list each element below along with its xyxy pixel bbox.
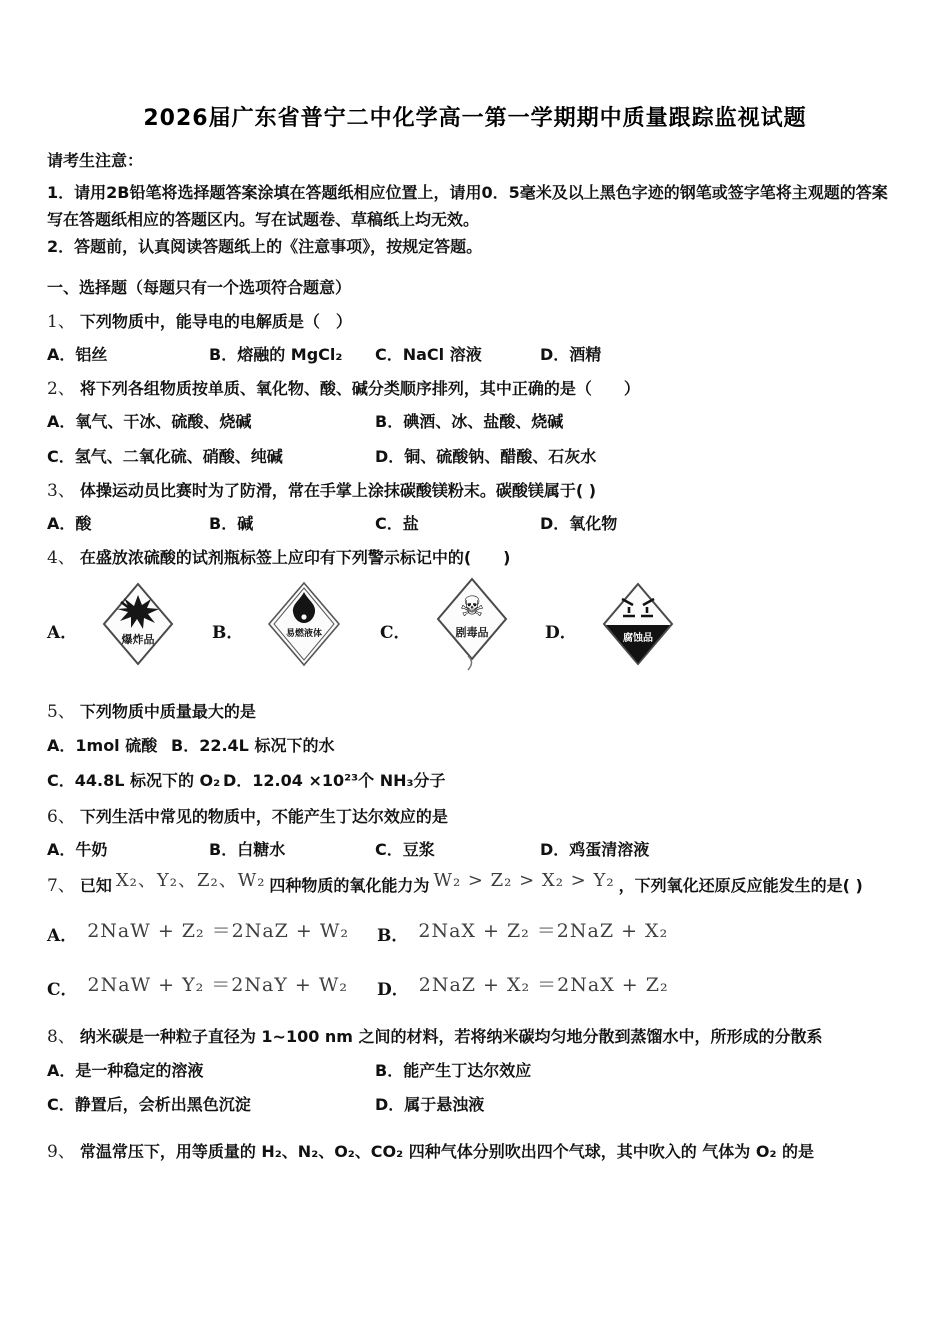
question-2-stem: [47, 378, 903, 400]
option-d-equation: 2NaZ + X₂ ＝2NaX + Z₂: [418, 974, 669, 996]
option-a: A．酸: [47, 514, 92, 533]
question-2-options-row-2: [47, 446, 903, 468]
option-c: C．44.8L 标况下的 O₂: [47, 771, 221, 790]
option-b: B．碱: [209, 514, 254, 533]
question-9-number: 9、: [47, 1142, 75, 1162]
option-d: D．12.04 ×10²³个 NH₃分子: [223, 771, 446, 790]
option-b: B．22.4L 标况下的水: [171, 736, 335, 755]
option-d: D．氧化物: [540, 514, 618, 533]
question-7-stem: [47, 870, 903, 897]
question-9-stem: [47, 1140, 903, 1164]
option-c: C．豆浆: [375, 840, 435, 859]
equation-option-d: [377, 974, 903, 1000]
flammable-liquid-sign: [267, 581, 341, 667]
explosive-sign: [101, 581, 175, 667]
sign-text-flammable: 易燃液体: [286, 629, 323, 639]
toxic-sign: [435, 576, 509, 672]
sign-text-toxic: 剧毒品: [455, 626, 489, 639]
question-1-stem: [47, 311, 903, 333]
question-7-options-row-1: [47, 920, 903, 946]
question-7-text-2: 四种物质的氧化能力为: [269, 876, 430, 895]
question-4-warning-signs: [47, 576, 903, 672]
option-a: A．铝丝: [47, 345, 108, 364]
option-a: A．氧气、干冰、硫酸、烧碱: [47, 412, 252, 431]
sign-text-corrosive: 腐蚀品: [622, 633, 653, 644]
question-1-text: 下列物质中，能导电的电解质是（ ）: [79, 312, 352, 331]
option-b-equation: 2NaX + Z₂ ＝2NaZ + X₂: [418, 920, 669, 942]
notice-item-1: 1．请用2B铅笔将选择题答案涂填在答题纸相应位置上，请用0．5毫米及以上黑色字迹的钢笔或签字笔将主观题的答案写在答题纸相应的答题区内。写在试题卷、草稿纸上均无效。: [47, 183, 888, 229]
question-3-stem: [47, 480, 903, 502]
question-8-options-row-2: [47, 1094, 903, 1116]
equation-option-b: [377, 920, 903, 946]
question-4-number: 4、: [47, 548, 75, 568]
sign-option-d: [545, 581, 903, 667]
option-c: C．盐: [375, 514, 419, 533]
option-a: A．1mol 硫酸: [47, 736, 158, 755]
question-8-stem: [47, 1026, 903, 1048]
question-6-number: 6、: [47, 807, 75, 827]
equation-option-a: [47, 920, 377, 946]
option-d: D．属于悬浊液: [375, 1095, 485, 1114]
question-5-stem: [47, 701, 903, 723]
option-a-equation: 2NaW + Z₂ ＝2NaZ + W₂: [87, 920, 350, 942]
question-1-number: 1、: [47, 312, 75, 332]
question-7-math-2: W₂ > Z₂ > X₂ > Y₂: [433, 870, 615, 891]
question-3-options: [47, 513, 903, 535]
question-5-number: 5、: [47, 702, 75, 722]
option-c-label: C．: [47, 980, 78, 1000]
option-b: B．熔融的 MgCl₂: [209, 345, 343, 364]
question-6-text: 下列生活中常见的物质中，不能产生丁达尔效应的是: [79, 807, 448, 826]
sign-text-explosive: 爆炸品: [121, 633, 155, 646]
option-b: B．白糖水: [209, 840, 286, 859]
option-d-label: D．: [377, 980, 409, 1000]
section-heading-choice: 一、选择题（每题只有一个选项符合题意）: [47, 278, 352, 297]
notice-heading: 请考生注意：: [47, 151, 144, 170]
question-4-stem: [47, 547, 903, 569]
question-7-number: 7、: [47, 876, 75, 896]
notice-item-2: 2．答题前，认真阅读答题纸上的《注意事项》，按规定答题。: [47, 237, 483, 256]
option-b: B．能产生丁达尔效应: [375, 1061, 532, 1080]
question-9-text: 常温常压下，用等质量的 H₂、N₂、O₂、CO₂ 四种气体分别吹出四个气球，其中吹入的 气体为 O₂ 的是: [79, 1142, 815, 1161]
question-8-options-row-1: [47, 1060, 903, 1082]
option-b-label: B．: [377, 926, 409, 946]
question-3-number: 3、: [47, 481, 75, 501]
corrosive-sign: [601, 581, 675, 667]
question-2-text: 将下列各组物质按单质、氧化物、酸、碱分类顺序排列，其中正确的是（ ）: [79, 379, 640, 398]
option-a-label: A．: [47, 622, 78, 643]
option-c: C．静置后，会析出黑色沉淀: [47, 1095, 251, 1114]
option-d: D．鸡蛋清溶液: [540, 840, 650, 859]
option-a: A．是一种稳定的溶液: [47, 1061, 204, 1080]
question-7-options-row-2: [47, 974, 903, 1000]
option-a-label: A．: [47, 926, 78, 946]
option-d: D．铜、硫酸钠、醋酸、石灰水: [375, 447, 597, 466]
option-a: A．牛奶: [47, 840, 108, 859]
skull-crossbones-icon: ☠: [458, 590, 485, 623]
option-d-label: D．: [545, 622, 577, 643]
question-7-math-1: X₂、Y₂、Z₂、W₂: [115, 870, 266, 891]
question-3-text: 体操运动员比赛时为了防滑，常在手掌上涂抹碳酸镁粉末。碳酸镁属于( ): [79, 481, 597, 500]
option-b-label: B．: [212, 622, 244, 643]
sign-option-c: [380, 576, 545, 672]
question-5-options-row-2: [47, 769, 903, 793]
option-c-label: C．: [380, 622, 411, 643]
sign-option-a: [47, 581, 212, 667]
question-8-text: 纳米碳是一种粒子直径为 1~100 nm 之间的材料，若将纳米碳均匀地分散到蒸馏水中，所形成的分散系: [79, 1027, 823, 1046]
question-4-text: 在盛放浓硫酸的试剂瓶标签上应印有下列警示标记中的( ): [79, 548, 511, 567]
question-2-options-row-1: [47, 411, 903, 433]
question-6-options: [47, 839, 903, 861]
question-8-number: 8、: [47, 1027, 75, 1047]
question-5-options-row-1: [47, 734, 903, 758]
option-c: C．氢气、二氧化硫、硝酸、纯碱: [47, 447, 283, 466]
option-c: C．NaCl 溶液: [375, 345, 482, 364]
question-5-text: 下列物质中质量最大的是: [79, 702, 256, 721]
option-d: D．酒精: [540, 345, 602, 364]
sign-option-b: [212, 581, 380, 667]
option-c-equation: 2NaW + Y₂ ＝2NaY + W₂: [87, 974, 349, 996]
equation-option-c: [47, 974, 377, 1000]
question-6-stem: [47, 806, 903, 828]
question-1-options: [47, 344, 903, 366]
page-title: 2026届广东省普宁二中化学高一第一学期期中质量跟踪监视试题: [143, 106, 807, 131]
question-2-number: 2、: [47, 379, 75, 399]
option-b: B．碘酒、冰、盐酸、烧碱: [375, 412, 564, 431]
question-7-text-1: 已知: [79, 876, 112, 895]
question-7-text-3: ，下列氧化还原反应能发生的是( ): [618, 876, 863, 895]
